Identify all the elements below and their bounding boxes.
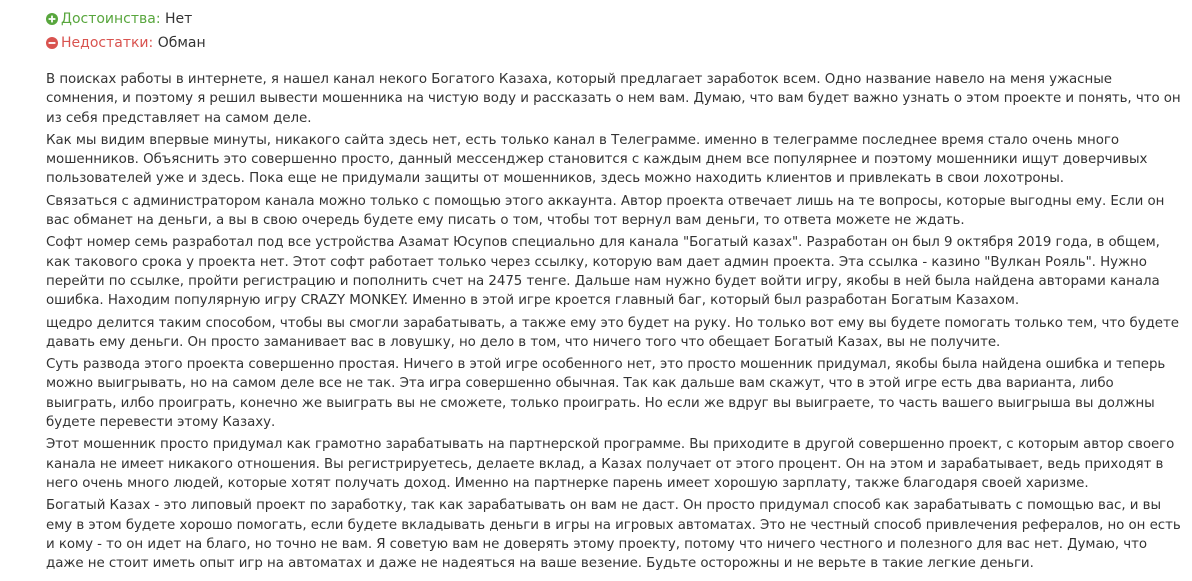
cons-row — [46, 31, 206, 55]
minus-circle-icon — [46, 37, 58, 49]
pros-cons-block — [46, 7, 206, 55]
review-paragraph: Суть развода этого проекта совершенно простая. Ничего в этой игре особенного нет, это просто мошенник придумал, якобы была найдена ошибка и теперь можно выигрывать, но на самом деле все не так. Эта игра совершенно обычная. Так как дальше вам скажут, что в этой игре есть два варианта, либо выиграть, илбо проиграть, конечно же выиграть вы не сможете, только проиграть. Но если же вдруг вы выиграете, то часть вашего выигрыша вы должны будете перевести этому Казаху. — [46, 357, 1166, 431]
review-paragraph: Этот мошенник просто придумал как грамотно зарабатывать на партнерской программе. Вы приходите в другой совершенно проект, с которым автор своего канала не имеет никакого отношения. Вы регистрируетесь, делаете вклад, а Казах получает от этого процент. Он на этом и зарабатывает, ведь приходят в него очень много людей, которые хотят получать доход. Именно на партнерке парень имеет хорошую зарплату, также благодаря своей харизме. — [46, 437, 1175, 491]
review-paragraph: Софт номер семь разработал под все устройства Азамат Юсупов специально для канала "Богатый казах". Разработан он был 9 октября 2019 года, в общем, как такового срока у проекта нет. Этот софт работает только через ссылку, которую вам дает админ проекта. Эта ссылка - казино "Вулкан Рояль". Нужно перейти по ссылке, пройти регистрацию и пополнить счет на 2475 тенге. Дальше нам нужно будет войти игру, якобы в ней была найдена авторами канала ошибка. Находим популярную игру CRAZY MONKEY. Именно в этой игре кроется главный баг, который был разработан Богатым Казахом. — [46, 235, 1160, 309]
review-paragraph: Связаться с администратором канала можно только с помощью этого аккаунта. Автор проекта отвечает лишь на те вопросы, которые выгодны ему. Если он вас обманет на деньги, а вы в свою очередь будете ему писать о том, чтобы тот вернул вам деньги, то ответа можете не ждать. — [46, 193, 1165, 229]
review-paragraph: В поисках работы в интернете, я нашел канал некого Богатого Казаха, который предлагает заработок всем. Одно название навело на меня ужасные сомнения, и поэтому я решил вывести мошенника на чистую воду и рассказать о нем вам. Думаю, что вам будет важно узнать о этом проекте и понять, что он из себя представляет на самом деле. — [46, 72, 1181, 126]
pros-row — [46, 7, 206, 31]
review-paragraph: Как мы видим впервые минуты, никакого сайта здесь нет, есть только канал в Телеграмме. именно в телеграмме последнее время стало очень много мошенников. Объяснить это совершенно просто, данный мессенджер становится с каждым днем все популярнее и поэтому мошенники ищут доверчивых пользователей уже и здесь. Пока еще не придумали защиты от мошенников, здесь можно находить клиентов и привлекать в свои лохотроны. — [46, 132, 1148, 187]
plus-circle-icon — [46, 13, 58, 25]
review-body — [46, 70, 1186, 576]
review-paragraph: Богатый Казах - это липовый проект по заработку, так как зарабатывать он вам не даст. Он просто придумал способ как зарабатывать с помощью вас, и вы ему в этом будете хорошо помогать, если будете вкладывать деньги в игры на игровых автоматах. Это не честный способ привлечения рефералов, но он есть и кому - то он идет на благо, но точно не вам. Я советую вам не доверять этому проекту, потому что ничего честного и полезного для вас нет. Думаю, что даже не стоит иметь опыт игр на автоматах и даже не надеяться на ваше везение. Будьте осторожны и не верьте в такие легкие деньги. — [46, 498, 1181, 572]
pros-value: Нет — [165, 11, 193, 27]
cons-label: Недостатки: — [61, 35, 154, 51]
cons-value: Обман — [157, 35, 206, 51]
pros-label: Достоинства: — [61, 11, 161, 27]
review-paragraph: щедро делится таким способом, чтобы вы смогли зарабатывать, а также ему это будет на руку. Но только вот ему вы будете помогать только тем, что будете давать ему деньги. Он просто заманивает вас в ловушку, но дело в том, что ничего того что обещает Богатый Казах, вы не получите. — [46, 315, 1179, 350]
